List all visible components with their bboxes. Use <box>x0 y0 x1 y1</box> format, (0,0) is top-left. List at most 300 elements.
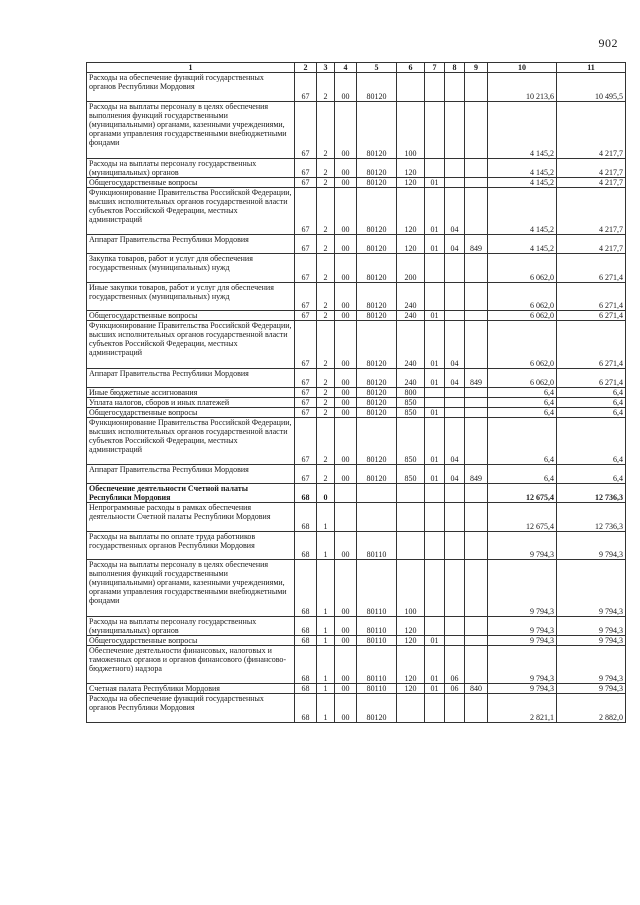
amount-cell: 9 794,3 <box>488 531 557 560</box>
table-row <box>87 158 626 177</box>
amount-cell: 9 794,3 <box>557 617 626 636</box>
table-row <box>87 617 626 636</box>
header-cell: 10 <box>488 63 557 73</box>
code-cell: 80110 <box>357 684 397 694</box>
amount-cell: 9 794,3 <box>488 617 557 636</box>
code-cell: 120 <box>397 158 425 177</box>
code-cell: 68 <box>295 484 317 503</box>
code-cell: 120 <box>397 177 425 187</box>
code-cell <box>465 646 488 684</box>
code-cell: 67 <box>295 282 317 311</box>
code-cell: 840 <box>465 684 488 694</box>
code-cell: 01 <box>425 417 445 465</box>
code-cell: 00 <box>335 235 357 254</box>
code-cell: 2 <box>317 187 335 235</box>
amount-cell: 9 794,3 <box>488 560 557 617</box>
row-name-cell: Обеспечение деятельности Счетной палаты Республики Мордовия <box>87 484 295 503</box>
code-cell <box>425 484 445 503</box>
header-cell: 8 <box>445 63 465 73</box>
row-name-cell: Расходы на выплаты персоналу государственных (муниципальных) органов <box>87 158 295 177</box>
code-cell: 2 <box>317 368 335 387</box>
code-cell: 00 <box>335 187 357 235</box>
table-row <box>87 177 626 187</box>
row-name-cell: Иные бюджетные ассигнования <box>87 387 295 397</box>
table-row <box>87 187 626 235</box>
row-name-cell: Счетная палата Республики Мордовия <box>87 684 295 694</box>
code-cell: 0 <box>317 484 335 503</box>
code-cell: 00 <box>335 694 357 723</box>
code-cell: 00 <box>335 177 357 187</box>
table-body <box>87 73 626 723</box>
code-cell: 80110 <box>357 560 397 617</box>
code-cell: 00 <box>335 101 357 158</box>
code-cell: 849 <box>465 368 488 387</box>
budget-table <box>86 62 626 723</box>
amount-cell: 6,4 <box>557 407 626 417</box>
row-name-cell: Общегосударственные вопросы <box>87 407 295 417</box>
code-cell: 01 <box>425 177 445 187</box>
code-cell: 120 <box>397 187 425 235</box>
row-name-cell: Расходы на обеспечение функций государственных органов Республики Мордовия <box>87 694 295 723</box>
amount-cell: 6,4 <box>557 465 626 484</box>
amount-cell: 4 217,7 <box>557 187 626 235</box>
code-cell: 67 <box>295 407 317 417</box>
row-name-cell: Общегосударственные вопросы <box>87 177 295 187</box>
code-cell: 120 <box>397 617 425 636</box>
code-cell: 06 <box>445 646 465 684</box>
code-cell: 2 <box>317 235 335 254</box>
code-cell <box>335 484 357 503</box>
row-name-cell: Расходы на выплаты персоналу в целях обеспечения выполнения функций государственными (муниципальными) органами, казенными учреждениями, органами управления государственными внебюджетными фондами <box>87 101 295 158</box>
table-row <box>87 560 626 617</box>
header-cell: 5 <box>357 63 397 73</box>
code-cell: 240 <box>397 368 425 387</box>
code-cell <box>397 503 425 532</box>
code-cell: 80120 <box>357 235 397 254</box>
code-cell: 67 <box>295 187 317 235</box>
table-row <box>87 387 626 397</box>
amount-cell: 6 062,0 <box>488 282 557 311</box>
code-cell: 80110 <box>357 636 397 646</box>
code-cell: 67 <box>295 397 317 407</box>
code-cell <box>425 387 445 397</box>
code-cell: 200 <box>397 254 425 283</box>
table-row <box>87 101 626 158</box>
code-cell: 80120 <box>357 694 397 723</box>
row-name-cell: Уплата налогов, сборов и иных платежей <box>87 397 295 407</box>
code-cell: 67 <box>295 321 317 369</box>
code-cell: 67 <box>295 387 317 397</box>
code-cell: 04 <box>445 465 465 484</box>
code-cell: 00 <box>335 387 357 397</box>
code-cell: 2 <box>317 282 335 311</box>
table-row <box>87 646 626 684</box>
header-cell: 6 <box>397 63 425 73</box>
code-cell: 68 <box>295 636 317 646</box>
code-cell <box>445 387 465 397</box>
code-cell: 80120 <box>357 407 397 417</box>
amount-cell: 4 145,2 <box>488 187 557 235</box>
code-cell <box>445 158 465 177</box>
code-cell: 850 <box>397 397 425 407</box>
amount-cell: 6 062,0 <box>488 311 557 321</box>
code-cell: 240 <box>397 282 425 311</box>
code-cell <box>397 484 425 503</box>
code-cell: 67 <box>295 158 317 177</box>
amount-cell: 9 794,3 <box>557 684 626 694</box>
table-row <box>87 321 626 369</box>
code-cell: 01 <box>425 465 445 484</box>
code-cell <box>465 282 488 311</box>
code-cell <box>445 177 465 187</box>
code-cell: 240 <box>397 321 425 369</box>
code-cell: 80120 <box>357 177 397 187</box>
amount-cell: 4 145,2 <box>488 177 557 187</box>
code-cell: 67 <box>295 417 317 465</box>
code-cell: 100 <box>397 560 425 617</box>
code-cell <box>465 503 488 532</box>
code-cell <box>425 282 445 311</box>
table-row <box>87 417 626 465</box>
amount-cell: 6 062,0 <box>488 321 557 369</box>
code-cell <box>445 254 465 283</box>
code-cell <box>425 694 445 723</box>
code-cell: 67 <box>295 311 317 321</box>
table-row <box>87 407 626 417</box>
code-cell <box>465 560 488 617</box>
code-cell <box>465 694 488 723</box>
code-cell: 100 <box>397 101 425 158</box>
amount-cell: 4 145,2 <box>488 158 557 177</box>
table-header-row <box>87 63 626 73</box>
code-cell <box>465 417 488 465</box>
code-cell: 00 <box>335 465 357 484</box>
code-cell: 68 <box>295 646 317 684</box>
header-cell: 3 <box>317 63 335 73</box>
row-name-cell: Непрограммные расходы в рамках обеспечения деятельности Счетной палаты Республики Мордовия <box>87 503 295 532</box>
amount-cell: 6 271,4 <box>557 282 626 311</box>
code-cell: 2 <box>317 465 335 484</box>
code-cell: 68 <box>295 684 317 694</box>
code-cell: 80120 <box>357 387 397 397</box>
code-cell: 2 <box>317 417 335 465</box>
code-cell: 2 <box>317 73 335 102</box>
amount-cell: 6,4 <box>488 417 557 465</box>
code-cell: 1 <box>317 636 335 646</box>
amount-cell: 6 271,4 <box>557 254 626 283</box>
code-cell: 80120 <box>357 465 397 484</box>
code-cell: 1 <box>317 617 335 636</box>
table-row <box>87 503 626 532</box>
code-cell <box>397 694 425 723</box>
amount-cell: 9 794,3 <box>488 636 557 646</box>
row-name-cell: Расходы на выплаты персоналу государственных (муниципальных) органов <box>87 617 295 636</box>
code-cell <box>425 397 445 407</box>
code-cell: 849 <box>465 235 488 254</box>
table-row <box>87 636 626 646</box>
code-cell: 68 <box>295 560 317 617</box>
code-cell: 00 <box>335 397 357 407</box>
amount-cell: 9 794,3 <box>488 684 557 694</box>
code-cell: 00 <box>335 368 357 387</box>
table-row <box>87 254 626 283</box>
code-cell: 01 <box>425 311 445 321</box>
row-name-cell: Закупка товаров, работ и услуг для обеспечения государственных (муниципальных) нужд <box>87 254 295 283</box>
code-cell: 80120 <box>357 417 397 465</box>
code-cell <box>445 73 465 102</box>
code-cell: 80120 <box>357 187 397 235</box>
code-cell: 00 <box>335 636 357 646</box>
amount-cell: 12 675,4 <box>488 503 557 532</box>
code-cell: 1 <box>317 531 335 560</box>
code-cell: 00 <box>335 407 357 417</box>
code-cell: 800 <box>397 387 425 397</box>
page-number: 902 <box>598 36 618 50</box>
table-row <box>87 235 626 254</box>
code-cell: 00 <box>335 417 357 465</box>
code-cell: 80120 <box>357 73 397 102</box>
code-cell: 67 <box>295 235 317 254</box>
table-row <box>87 368 626 387</box>
code-cell: 120 <box>397 636 425 646</box>
code-cell <box>445 503 465 532</box>
amount-cell: 6,4 <box>488 407 557 417</box>
code-cell <box>445 484 465 503</box>
amount-cell: 6 271,4 <box>557 368 626 387</box>
row-name-cell: Функционирование Правительства Российской Федерации, высших исполнительных органов государственной власти субъектов Российской Федерации, местных администраций <box>87 187 295 235</box>
code-cell: 2 <box>317 311 335 321</box>
code-cell: 2 <box>317 387 335 397</box>
code-cell: 2 <box>317 158 335 177</box>
amount-cell: 9 794,3 <box>488 646 557 684</box>
code-cell: 04 <box>445 417 465 465</box>
amount-cell: 9 794,3 <box>557 646 626 684</box>
code-cell <box>357 503 397 532</box>
code-cell: 1 <box>317 694 335 723</box>
amount-cell: 6,4 <box>557 387 626 397</box>
code-cell <box>465 187 488 235</box>
amount-cell: 10 495,5 <box>557 73 626 102</box>
code-cell: 80110 <box>357 531 397 560</box>
code-cell: 04 <box>445 321 465 369</box>
code-cell: 01 <box>425 235 445 254</box>
code-cell: 00 <box>335 311 357 321</box>
code-cell <box>397 531 425 560</box>
code-cell: 1 <box>317 503 335 532</box>
amount-cell: 6,4 <box>488 397 557 407</box>
code-cell: 68 <box>295 694 317 723</box>
code-cell: 80120 <box>357 254 397 283</box>
row-name-cell: Обеспечение деятельности финансовых, налоговых и таможенных органов и органов финансового (финансово-бюджетного) надзора <box>87 646 295 684</box>
code-cell <box>445 397 465 407</box>
code-cell: 04 <box>445 368 465 387</box>
row-name-cell: Общегосударственные вопросы <box>87 636 295 646</box>
amount-cell: 2 882,0 <box>557 694 626 723</box>
table-row <box>87 282 626 311</box>
row-name-cell: Функционирование Правительства Российской Федерации, высших исполнительных органов государственной власти субъектов Российской Федерации, местных администраций <box>87 321 295 369</box>
header-cell: 4 <box>335 63 357 73</box>
code-cell <box>465 397 488 407</box>
code-cell: 00 <box>335 617 357 636</box>
code-cell: 00 <box>335 158 357 177</box>
row-name-cell: Аппарат Правительства Республики Мордовия <box>87 465 295 484</box>
amount-cell: 6,4 <box>557 397 626 407</box>
code-cell <box>465 484 488 503</box>
code-cell <box>465 531 488 560</box>
row-name-cell: Расходы на выплаты по оплате труда работников государственных органов Республики Мордовия <box>87 531 295 560</box>
amount-cell: 4 217,7 <box>557 101 626 158</box>
amount-cell: 12 736,3 <box>557 484 626 503</box>
table-row <box>87 694 626 723</box>
table-row <box>87 397 626 407</box>
row-name-cell: Функционирование Правительства Российской Федерации, высших исполнительных органов государственной власти субъектов Российской Федерации, местных администраций <box>87 417 295 465</box>
code-cell: 850 <box>397 465 425 484</box>
code-cell <box>425 617 445 636</box>
amount-cell: 10 213,6 <box>488 73 557 102</box>
amount-cell: 2 821,1 <box>488 694 557 723</box>
code-cell: 00 <box>335 73 357 102</box>
code-cell: 80120 <box>357 158 397 177</box>
amount-cell: 6 062,0 <box>488 368 557 387</box>
code-cell: 80120 <box>357 321 397 369</box>
code-cell: 01 <box>425 407 445 417</box>
code-cell <box>425 101 445 158</box>
code-cell: 80120 <box>357 397 397 407</box>
row-name-cell: Общегосударственные вопросы <box>87 311 295 321</box>
code-cell: 01 <box>425 646 445 684</box>
code-cell: 00 <box>335 282 357 311</box>
row-name-cell: Иные закупки товаров, работ и услуг для обеспечения государственных (муниципальных) нужд <box>87 282 295 311</box>
amount-cell: 6 271,4 <box>557 311 626 321</box>
code-cell <box>425 503 445 532</box>
code-cell: 01 <box>425 684 445 694</box>
amount-cell: 12 675,4 <box>488 484 557 503</box>
code-cell: 68 <box>295 531 317 560</box>
amount-cell: 6,4 <box>488 465 557 484</box>
code-cell <box>335 503 357 532</box>
header-cell: 7 <box>425 63 445 73</box>
code-cell: 67 <box>295 368 317 387</box>
table-row <box>87 484 626 503</box>
code-cell: 80120 <box>357 368 397 387</box>
code-cell <box>465 617 488 636</box>
table-row <box>87 73 626 102</box>
code-cell <box>465 101 488 158</box>
code-cell: 00 <box>335 321 357 369</box>
code-cell: 67 <box>295 73 317 102</box>
code-cell <box>465 158 488 177</box>
row-name-cell: Расходы на обеспечение функций государственных органов Республики Мордовия <box>87 73 295 102</box>
code-cell: 2 <box>317 321 335 369</box>
code-cell <box>465 321 488 369</box>
code-cell: 01 <box>425 187 445 235</box>
code-cell: 1 <box>317 560 335 617</box>
code-cell: 00 <box>335 254 357 283</box>
header-cell: 2 <box>295 63 317 73</box>
table-row <box>87 465 626 484</box>
table-row <box>87 531 626 560</box>
header-cell: 11 <box>557 63 626 73</box>
code-cell <box>465 254 488 283</box>
code-cell: 1 <box>317 646 335 684</box>
row-name-cell: Аппарат Правительства Республики Мордовия <box>87 235 295 254</box>
code-cell <box>445 636 465 646</box>
code-cell: 68 <box>295 617 317 636</box>
code-cell: 2 <box>317 397 335 407</box>
amount-cell: 6,4 <box>557 417 626 465</box>
code-cell: 120 <box>397 684 425 694</box>
amount-cell: 4 145,2 <box>488 235 557 254</box>
code-cell <box>465 73 488 102</box>
code-cell <box>465 311 488 321</box>
code-cell <box>397 73 425 102</box>
code-cell <box>445 311 465 321</box>
amount-cell: 4 217,7 <box>557 177 626 187</box>
code-cell <box>445 101 465 158</box>
code-cell <box>425 531 445 560</box>
code-cell <box>465 387 488 397</box>
code-cell: 04 <box>445 187 465 235</box>
code-cell: 240 <box>397 311 425 321</box>
code-cell: 2 <box>317 407 335 417</box>
code-cell: 2 <box>317 254 335 283</box>
code-cell <box>445 282 465 311</box>
code-cell: 2 <box>317 101 335 158</box>
code-cell: 67 <box>295 101 317 158</box>
amount-cell: 4 145,2 <box>488 101 557 158</box>
code-cell <box>465 636 488 646</box>
amount-cell: 9 794,3 <box>557 560 626 617</box>
code-cell: 68 <box>295 503 317 532</box>
amount-cell: 6,4 <box>488 387 557 397</box>
code-cell: 80110 <box>357 617 397 636</box>
code-cell: 80110 <box>357 646 397 684</box>
amount-cell: 4 217,7 <box>557 158 626 177</box>
amount-cell: 9 794,3 <box>557 636 626 646</box>
code-cell: 67 <box>295 465 317 484</box>
amount-cell: 9 794,3 <box>557 531 626 560</box>
table-row <box>87 311 626 321</box>
code-cell: 67 <box>295 254 317 283</box>
header-cell: 9 <box>465 63 488 73</box>
code-cell <box>465 177 488 187</box>
code-cell: 00 <box>335 531 357 560</box>
code-cell: 00 <box>335 684 357 694</box>
code-cell <box>425 158 445 177</box>
table-row <box>87 684 626 694</box>
code-cell: 2 <box>317 177 335 187</box>
row-name-cell: Расходы на выплаты персоналу в целях обеспечения выполнения функций государственными (муниципальными) органами, казенными учреждениями, органами управления государственными внебюджетными фондами <box>87 560 295 617</box>
code-cell: 04 <box>445 235 465 254</box>
code-cell <box>465 407 488 417</box>
code-cell <box>445 531 465 560</box>
amount-cell: 12 736,3 <box>557 503 626 532</box>
code-cell: 120 <box>397 646 425 684</box>
code-cell: 80120 <box>357 311 397 321</box>
amount-cell: 6 062,0 <box>488 254 557 283</box>
header-cell: 1 <box>87 63 295 73</box>
code-cell: 01 <box>425 368 445 387</box>
code-cell: 01 <box>425 636 445 646</box>
code-cell: 80120 <box>357 101 397 158</box>
amount-cell: 4 217,7 <box>557 235 626 254</box>
code-cell: 67 <box>295 177 317 187</box>
code-cell: 80120 <box>357 282 397 311</box>
code-cell <box>445 694 465 723</box>
code-cell: 01 <box>425 321 445 369</box>
code-cell: 00 <box>335 646 357 684</box>
code-cell <box>445 617 465 636</box>
